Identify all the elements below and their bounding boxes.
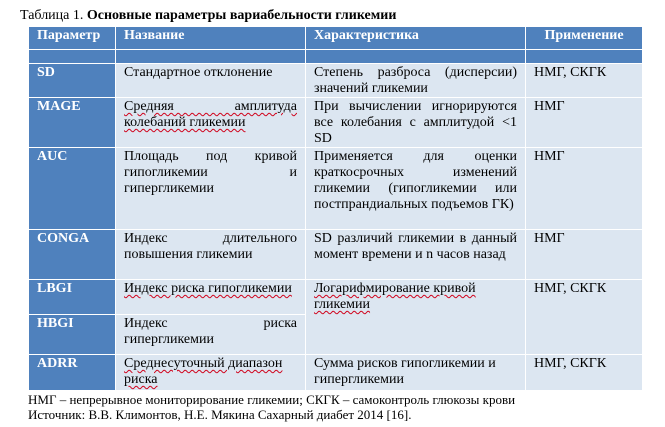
caption-prefix: Таблица 1.	[20, 8, 87, 23]
row-characteristic-text: Логарифмирование кривой гликемии	[314, 281, 476, 312]
header-name: Название	[116, 27, 306, 50]
row-characteristic: Сумма рисков гипогликемии и гипергликемии	[306, 355, 526, 391]
row-name: Стандартное отклонение	[116, 64, 306, 98]
table-row	[29, 355, 643, 391]
footnote-source: Источник: В.В. Климонтов, Н.Е. Мякина Сахарный диабет 2014 [16].	[28, 407, 412, 422]
table-row	[29, 230, 643, 280]
row-name-text: Среднесуточный диапазон риска	[124, 356, 283, 387]
row-characteristic: Применяется для оценки краткосрочных изменений гликемии (гипогликемии или постпрандиальных подъемов ГК)	[306, 148, 526, 230]
row-name: Индекс длительного повышения гликемии	[116, 230, 306, 280]
row-code: SD	[29, 64, 116, 98]
row-name	[116, 98, 306, 148]
table-row	[29, 64, 643, 98]
row-application: НМГ	[526, 230, 643, 280]
row-name: Площадь под кривой гипогликемии и гипергликемии	[116, 148, 306, 230]
row-code: AUC	[29, 148, 116, 230]
row-code: LBGI	[29, 280, 116, 315]
row-code: HBGI	[29, 315, 116, 355]
table-row	[29, 280, 643, 315]
row-name	[116, 280, 306, 315]
parameters-table	[28, 26, 643, 391]
row-name: Индекс риска гипергликемии	[116, 315, 306, 355]
row-code: MAGE	[29, 98, 116, 148]
row-characteristic	[306, 280, 526, 355]
table-caption	[20, 7, 396, 24]
header-param: Параметр	[29, 27, 116, 50]
row-characteristic: При вычислении игнорируются все колебания с амплитудой <1 SD	[306, 98, 526, 148]
row-application: НМГ	[526, 148, 643, 230]
row-application: НМГ	[526, 98, 643, 148]
row-characteristic: SD различий гликемии в данный момент времени и n часов назад	[306, 230, 526, 280]
table-footnotes	[28, 392, 515, 422]
row-name-text: Средняя амплитуда колебаний гликемии	[124, 99, 297, 130]
header-application: Применение	[526, 27, 643, 50]
row-application: НМГ, СКГК	[526, 280, 643, 355]
header-characteristic: Характеристика	[306, 27, 526, 50]
row-name-text: Индекс риска гипогликемии	[124, 281, 292, 296]
header-separator-row	[29, 50, 643, 64]
table-row	[29, 98, 643, 148]
row-code: CONGA	[29, 230, 116, 280]
row-characteristic: Степень разброса (дисперсии) значений гликемии	[306, 64, 526, 98]
table-header-row	[29, 27, 643, 50]
row-name	[116, 355, 306, 391]
row-application: НМГ, СКГК	[526, 355, 643, 391]
caption-title: Основные параметры вариабельности гликемии	[86, 8, 397, 23]
table-row	[29, 148, 643, 230]
row-code: ADRR	[29, 355, 116, 391]
row-application: НМГ, СКГК	[526, 64, 643, 98]
footnote-abbreviations: НМГ – непрерывное мониторирование гликемии; СКГК – самоконтроль глюкозы крови	[28, 392, 516, 407]
